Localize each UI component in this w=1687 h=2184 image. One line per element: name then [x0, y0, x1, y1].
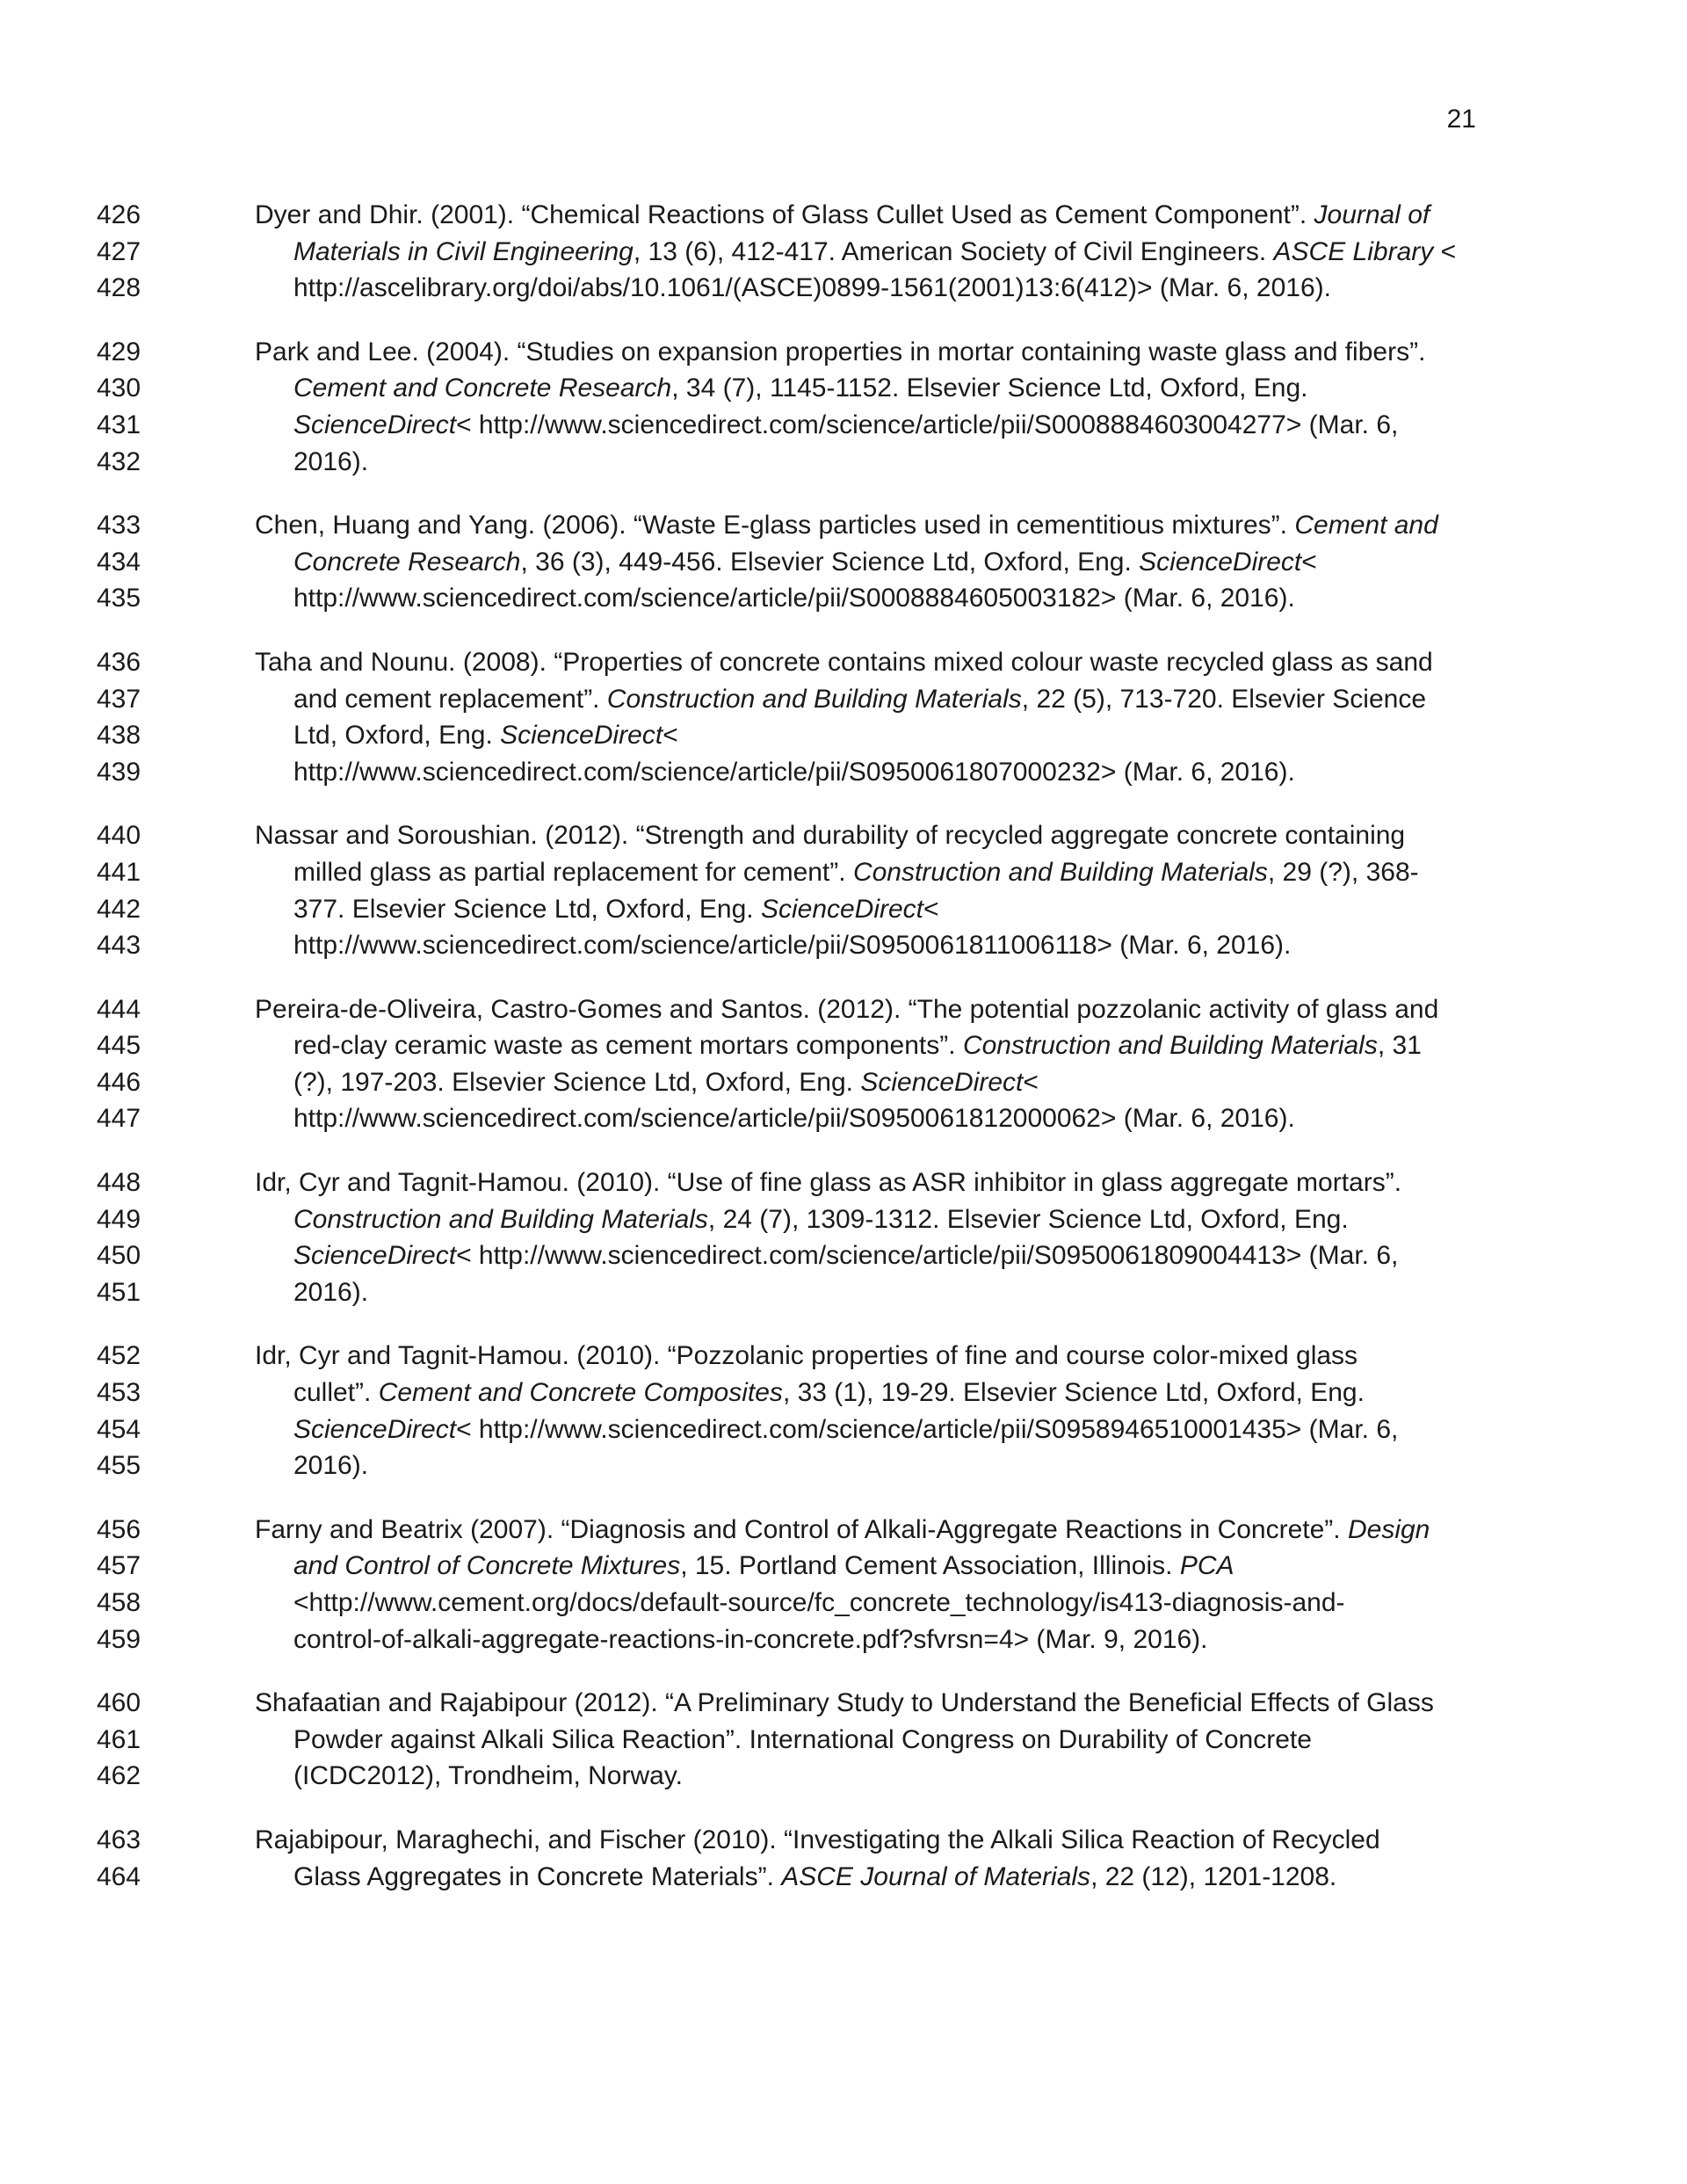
- line-number: 455: [97, 1451, 141, 1481]
- reference-text: [255, 717, 1485, 754]
- line-number: 448: [97, 1168, 141, 1198]
- italic-text: ASCE Library: [1273, 236, 1434, 266]
- reference-text: [255, 644, 1485, 681]
- italic-text: Cement and Concrete Research: [293, 374, 672, 403]
- reference-text: [255, 1512, 1485, 1549]
- line-number: 463: [97, 1825, 141, 1854]
- line-number: 436: [97, 647, 141, 677]
- text-segment: (?), 197-203. Elsevier Science Ltd, Oxford, Eng.: [293, 1067, 861, 1097]
- line-number: 433: [97, 511, 141, 541]
- line-number: 445: [97, 1031, 141, 1061]
- line-number: 437: [97, 684, 141, 714]
- text-segment: Dyer and Dhir. (2001). “Chemical Reactions of Glass Cullet Used as Cement Component”.: [255, 200, 1314, 229]
- reference-entry: [97, 334, 1485, 480]
- line-number: 435: [97, 584, 141, 613]
- reference-line: [97, 927, 1485, 964]
- reference-text: [255, 580, 1485, 617]
- line-number: 449: [97, 1204, 141, 1234]
- italic-text: ScienceDirect: [860, 1067, 1024, 1097]
- text-segment: Ltd, Oxford, Eng.: [293, 721, 501, 751]
- reference-line: [97, 1548, 1485, 1585]
- reference-text: [255, 1448, 1485, 1484]
- text-segment: milled glass as partial replacement for cement”.: [293, 857, 853, 887]
- text-segment: Glass Aggregates in Concrete Materials”.: [293, 1861, 782, 1891]
- line-number: 462: [97, 1761, 141, 1791]
- reference-line: [97, 1201, 1485, 1238]
- reference-text: [255, 817, 1485, 854]
- text-segment: , 36 (3), 449-456. Elsevier Science Ltd, Oxford, Eng.: [520, 547, 1140, 577]
- reference-text: [255, 370, 1485, 407]
- line-number: 461: [97, 1724, 141, 1754]
- reference-list: [97, 197, 1485, 1922]
- italic-text: ASCE Journal of Materials: [781, 1861, 1091, 1891]
- reference-line: [97, 444, 1485, 481]
- reference-line: [97, 1685, 1485, 1722]
- page-number: 21: [1446, 105, 1476, 134]
- text-segment: Idr, Cyr and Tagnit-Hamou. (2010). “Pozzolanic properties of fine and course color-mixed glass: [255, 1341, 1358, 1371]
- line-number: 464: [97, 1861, 141, 1891]
- line-number: 452: [97, 1341, 141, 1371]
- text-segment: , 15. Portland Cement Association, Illinois.: [680, 1551, 1180, 1581]
- reference-text: [255, 407, 1485, 444]
- reference-line: [97, 1027, 1485, 1064]
- italic-text: Cement and Concrete Composites: [378, 1378, 783, 1408]
- line-number: 454: [97, 1414, 141, 1444]
- line-number: 447: [97, 1104, 141, 1134]
- italic-text: Construction and Building Materials: [962, 1031, 1378, 1061]
- reference-entry: [97, 507, 1485, 617]
- italic-text: Construction and Building Materials: [852, 857, 1268, 887]
- reference-line: [97, 1100, 1485, 1137]
- text-segment: , 29 (?), 368-: [1267, 857, 1419, 887]
- line-number: 438: [97, 721, 141, 751]
- line-number: 431: [97, 410, 141, 439]
- reference-text: [255, 507, 1485, 544]
- reference-line: [97, 681, 1485, 718]
- reference-text: [255, 444, 1485, 481]
- italic-text: ScienceDirect: [293, 1241, 457, 1271]
- reference-entry: [97, 1685, 1485, 1795]
- line-number: 432: [97, 446, 141, 476]
- text-segment: 2016).: [293, 1451, 369, 1481]
- line-number: 444: [97, 994, 141, 1024]
- reference-line: [97, 754, 1485, 791]
- text-segment: <http://www.cement.org/docs/default-source/fc_concrete_technology/is413-diagnosis-and-: [293, 1588, 1345, 1617]
- text-segment: http://www.sciencedirect.com/science/article/pii/S0008884605003182> (Mar. 6, 2016).: [293, 584, 1295, 613]
- reference-text: [255, 1100, 1485, 1137]
- reference-line: [97, 991, 1485, 1028]
- italic-text: ScienceDirect: [293, 1414, 457, 1444]
- line-number: 434: [97, 547, 141, 577]
- reference-entry: [97, 1512, 1485, 1658]
- reference-line: [97, 717, 1485, 754]
- reference-line: [97, 197, 1485, 234]
- italic-text: ScienceDirect: [760, 894, 924, 924]
- reference-entry: [97, 817, 1485, 963]
- line-number: 453: [97, 1378, 141, 1408]
- reference-text: [255, 1585, 1485, 1622]
- reference-text: [255, 991, 1485, 1028]
- line-number: 442: [97, 894, 141, 924]
- reference-text: [255, 197, 1485, 234]
- text-segment: <: [1433, 236, 1457, 266]
- italic-text: Journal of: [1314, 200, 1430, 229]
- line-number: 430: [97, 374, 141, 403]
- reference-line: [97, 1512, 1485, 1549]
- reference-text: [255, 1201, 1485, 1238]
- italic-text: Concrete Research: [293, 547, 521, 577]
- line-number: 459: [97, 1624, 141, 1654]
- reference-line: [97, 1411, 1485, 1448]
- reference-text: [255, 1375, 1485, 1411]
- reference-text: [255, 1722, 1485, 1759]
- reference-text: [255, 1685, 1485, 1722]
- reference-line: [97, 1375, 1485, 1411]
- reference-line: [97, 1758, 1485, 1795]
- reference-line: [97, 1822, 1485, 1859]
- reference-text: [255, 1548, 1485, 1585]
- text-segment: , 34 (7), 1145-1152. Elsevier Science Ltd, Oxford, Eng.: [671, 374, 1308, 403]
- reference-line: [97, 407, 1485, 444]
- reference-text: [255, 1064, 1485, 1101]
- line-number: 446: [97, 1067, 141, 1097]
- italic-text: and Control of Concrete Mixtures: [293, 1551, 681, 1581]
- italic-text: ScienceDirect: [500, 721, 663, 751]
- text-segment: < http://www.sciencedirect.com/science/article/pii/S0950061809004413> (Mar. 6,: [456, 1241, 1399, 1271]
- reference-line: [97, 1237, 1485, 1274]
- reference-text: [255, 270, 1485, 307]
- text-segment: control-of-alkali-aggregate-reactions-in-concrete.pdf?sfvrsn=4> (Mar. 9, 2016).: [293, 1624, 1208, 1654]
- reference-line: [97, 270, 1485, 307]
- text-segment: http://www.sciencedirect.com/science/article/pii/S0950061807000232> (Mar. 6, 2016).: [293, 757, 1295, 787]
- italic-text: Materials in Civil Engineering: [293, 236, 634, 266]
- text-segment: Powder against Alkali Silica Reaction”. International Congress on Durability of Concrete: [293, 1724, 1312, 1754]
- italic-text: ScienceDirect: [293, 410, 457, 439]
- reference-line: [97, 644, 1485, 681]
- reference-line: [97, 1064, 1485, 1101]
- reference-entry: [97, 1338, 1485, 1484]
- text-segment: Farny and Beatrix (2007). “Diagnosis and Control of Alkali-Aggregate Reactions in Concrete”.: [255, 1514, 1348, 1544]
- text-segment: <: [1023, 1067, 1039, 1097]
- text-segment: red-clay ceramic waste as cement mortars components”.: [293, 1031, 963, 1061]
- reference-line: [97, 1622, 1485, 1658]
- reference-line: [97, 234, 1485, 271]
- reference-entry: [97, 197, 1485, 307]
- reference-line: [97, 507, 1485, 544]
- text-segment: 2016).: [293, 1277, 369, 1307]
- reference-text: [255, 334, 1485, 371]
- text-segment: (ICDC2012), Trondheim, Norway.: [293, 1761, 683, 1791]
- reference-line: [97, 1338, 1485, 1375]
- reference-line: [97, 1859, 1485, 1896]
- text-segment: , 22 (12), 1201-1208.: [1090, 1861, 1337, 1891]
- reference-line: [97, 817, 1485, 854]
- reference-line: [97, 891, 1485, 928]
- reference-text: [255, 1338, 1485, 1375]
- italic-text: Cement and: [1294, 511, 1438, 541]
- line-number: 460: [97, 1688, 141, 1718]
- reference-text: [255, 234, 1485, 271]
- reference-text: [255, 1859, 1485, 1896]
- text-segment: 377. Elsevier Science Ltd, Oxford, Eng.: [293, 894, 761, 924]
- reference-text: [255, 854, 1485, 891]
- text-segment: , 22 (5), 713-720. Elsevier Science: [1021, 684, 1427, 714]
- line-number: 443: [97, 931, 141, 961]
- reference-line: [97, 1165, 1485, 1201]
- reference-text: [255, 891, 1485, 928]
- reference-text: [255, 1165, 1485, 1201]
- text-segment: , 13 (6), 412-417. American Society of Civil Engineers.: [633, 236, 1274, 266]
- reference-text: [255, 754, 1485, 791]
- reference-text: [255, 1274, 1485, 1311]
- reference-text: [255, 681, 1485, 718]
- reference-line: [97, 1448, 1485, 1484]
- line-number: 426: [97, 200, 141, 229]
- text-segment: , 24 (7), 1309-1312. Elsevier Science Ltd, Oxford, Eng.: [707, 1204, 1349, 1234]
- reference-line: [97, 854, 1485, 891]
- reference-entry: [97, 1822, 1485, 1895]
- text-segment: Pereira-de-Oliveira, Castro-Gomes and Santos. (2012). “The potential pozzolanic activity of glass and: [255, 994, 1439, 1024]
- line-number: 457: [97, 1551, 141, 1581]
- reference-entry: [97, 644, 1485, 790]
- text-segment: cullet”.: [293, 1378, 379, 1408]
- text-segment: Nassar and Soroushian. (2012). “Strength and durability of recycled aggregate concrete containing: [255, 821, 1406, 851]
- line-number: 428: [97, 273, 141, 303]
- italic-text: PCA: [1179, 1551, 1234, 1581]
- text-segment: Park and Lee. (2004). “Studies on expansion properties in mortar containing waste glass and fibers”.: [255, 337, 1426, 366]
- text-segment: <: [923, 894, 939, 924]
- text-segment: Taha and Nounu. (2008). “Properties of concrete contains mixed colour waste recycled glass as sand: [255, 647, 1433, 677]
- reference-text: [255, 1027, 1485, 1064]
- reference-text: [255, 1237, 1485, 1274]
- text-segment: < http://www.sciencedirect.com/science/article/pii/S0008884603004277> (Mar. 6,: [456, 410, 1399, 439]
- reference-text: [255, 1622, 1485, 1658]
- line-number: 441: [97, 857, 141, 887]
- text-segment: http://ascelibrary.org/doi/abs/10.1061/(ASCE)0899-1561(2001)13:6(412)> (Mar. 6, 2016).: [293, 273, 1331, 303]
- italic-text: Design: [1347, 1514, 1430, 1544]
- reference-line: [97, 544, 1485, 581]
- line-number: 451: [97, 1277, 141, 1307]
- reference-line: [97, 580, 1485, 617]
- line-number: 440: [97, 821, 141, 851]
- reference-entry: [97, 991, 1485, 1137]
- reference-text: [255, 1411, 1485, 1448]
- reference-text: [255, 927, 1485, 964]
- reference-entry: [97, 1165, 1485, 1310]
- text-segment: http://www.sciencedirect.com/science/article/pii/S0950061811006118> (Mar. 6, 2016).: [293, 931, 1292, 961]
- line-number: 450: [97, 1241, 141, 1271]
- text-segment: Chen, Huang and Yang. (2006). “Waste E-glass particles used in cementitious mixtures”.: [255, 511, 1295, 541]
- italic-text: ScienceDirect: [1139, 547, 1302, 577]
- line-number: 427: [97, 236, 141, 266]
- italic-text: Construction and Building Materials: [606, 684, 1022, 714]
- italic-text: Construction and Building Materials: [293, 1204, 708, 1234]
- reference-line: [97, 334, 1485, 371]
- reference-line: [97, 1585, 1485, 1622]
- text-segment: < http://www.sciencedirect.com/science/article/pii/S0958946510001435> (Mar. 6,: [456, 1414, 1399, 1444]
- reference-line: [97, 370, 1485, 407]
- reference-line: [97, 1722, 1485, 1759]
- line-number: 429: [97, 337, 141, 366]
- text-segment: 2016).: [293, 446, 369, 476]
- reference-text: [255, 1822, 1485, 1859]
- text-segment: http://www.sciencedirect.com/science/article/pii/S0950061812000062> (Mar. 6, 2016).: [293, 1104, 1295, 1134]
- text-segment: and cement replacement”.: [293, 684, 607, 714]
- line-number: 439: [97, 757, 141, 787]
- text-segment: , 33 (1), 19-29. Elsevier Science Ltd, Oxford, Eng.: [782, 1378, 1365, 1408]
- reference-line: [97, 1274, 1485, 1311]
- text-segment: Rajabipour, Maraghechi, and Fischer (2010). “Investigating the Alkali Silica Reaction of Recycled: [255, 1825, 1380, 1854]
- text-segment: , 31: [1377, 1031, 1422, 1061]
- text-segment: <: [662, 721, 678, 751]
- text-segment: Idr, Cyr and Tagnit-Hamou. (2010). “Use of fine glass as ASR inhibitor in glass aggregate mortars”.: [255, 1168, 1402, 1198]
- reference-text: [255, 544, 1485, 581]
- line-number: 456: [97, 1514, 141, 1544]
- text-segment: <: [1301, 547, 1317, 577]
- text-segment: Shafaatian and Rajabipour (2012). “A Preliminary Study to Understand the Beneficial Effects of Glass: [255, 1688, 1434, 1718]
- line-number: 458: [97, 1588, 141, 1617]
- reference-text: [255, 1758, 1485, 1795]
